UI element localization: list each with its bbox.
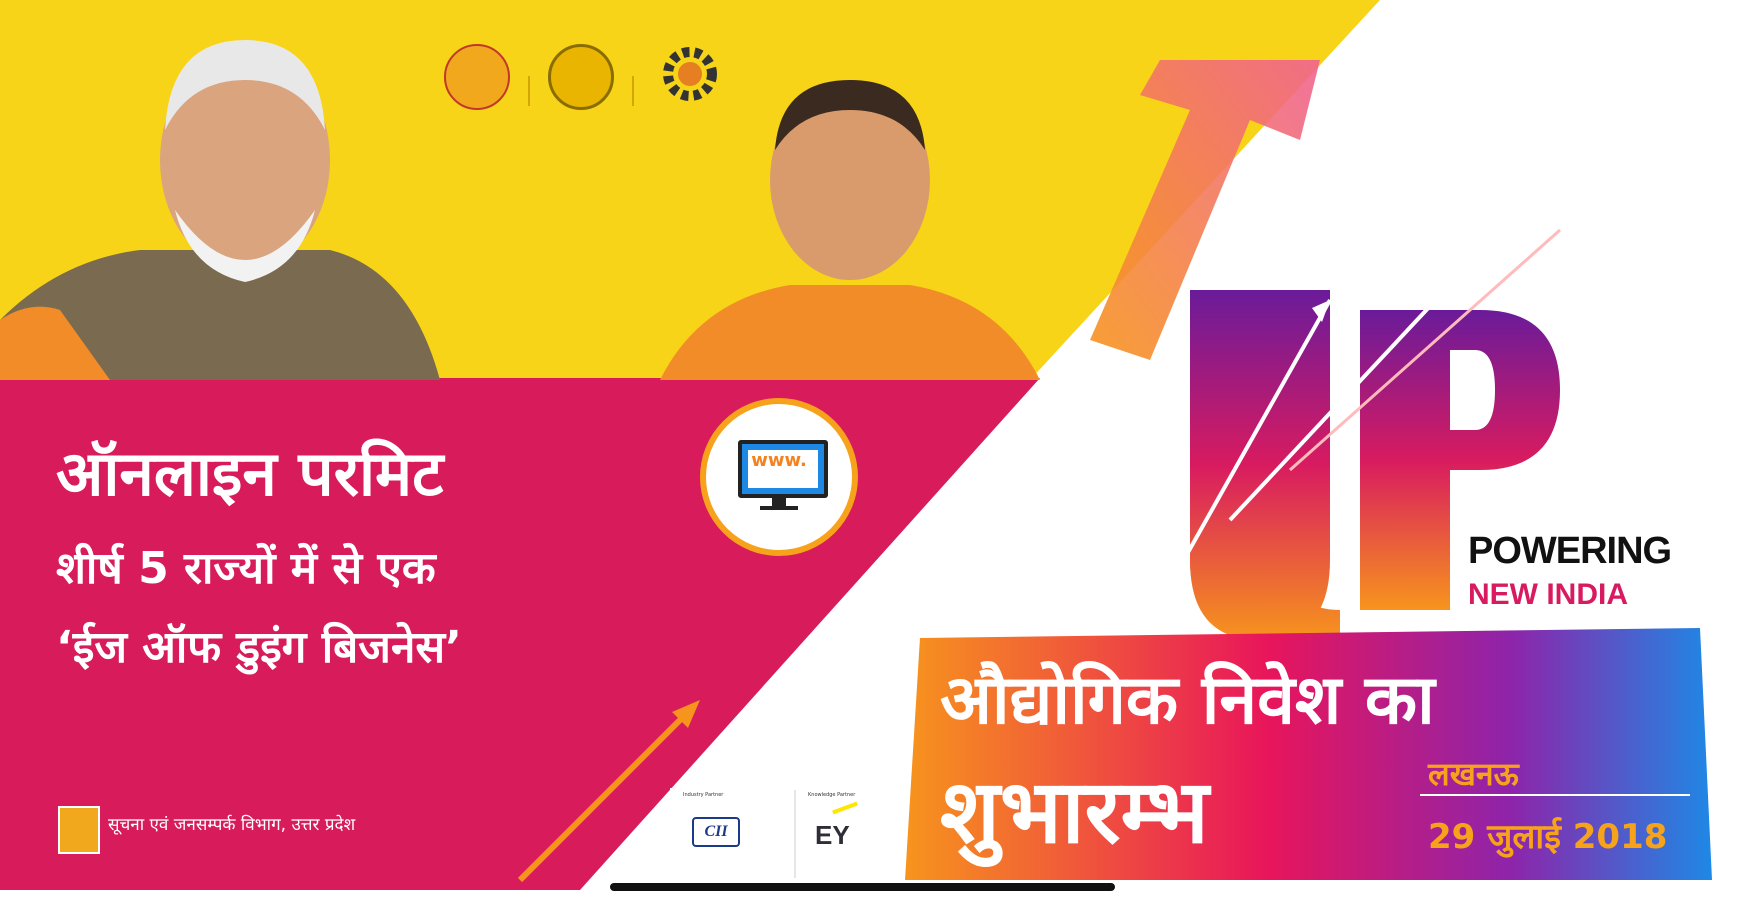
up-govt-seal-icon (548, 44, 614, 110)
portrait-left (0, 20, 440, 380)
inauguration-text: शुभारम्भ (940, 760, 1209, 863)
website-badge (700, 398, 858, 556)
department-logo-icon (58, 806, 100, 854)
department-name: सूचना एवं जनसम्पर्क विभाग, उत्तर प्रदेश (108, 815, 356, 835)
online-permit-headline: ऑनलाइन परमिट (56, 437, 444, 510)
home-indicator[interactable] (610, 883, 1115, 891)
department-logo-icon (444, 44, 510, 110)
ease-of-doing-business-text: ‘ईज ऑफ डुइंग बिजनेस’ (56, 622, 462, 673)
industrial-investment-text: औद्योगिक निवेश का (940, 661, 1435, 740)
industry-partner-label: Industry Partner (683, 792, 724, 798)
ey-logo: EY (815, 820, 850, 850)
up-logo-letters (1150, 210, 1560, 640)
tagline-powering: POWERING (1468, 530, 1672, 572)
tagline-new-india: NEW INDIA (1468, 578, 1628, 611)
logo-divider (632, 76, 634, 106)
logo-divider (528, 76, 530, 106)
cii-logo: CII (692, 817, 740, 847)
event-date: 29 जुलाई 2018 (1428, 817, 1668, 857)
top-five-states-text: शीर्ष 5 राज्यों में से एक (56, 543, 436, 594)
event-city: लखनऊ (1428, 755, 1519, 793)
www-label: www. (751, 450, 807, 471)
knowledge-partner-label: Knowledge Partner (808, 792, 856, 798)
portrait-right (660, 70, 1040, 380)
